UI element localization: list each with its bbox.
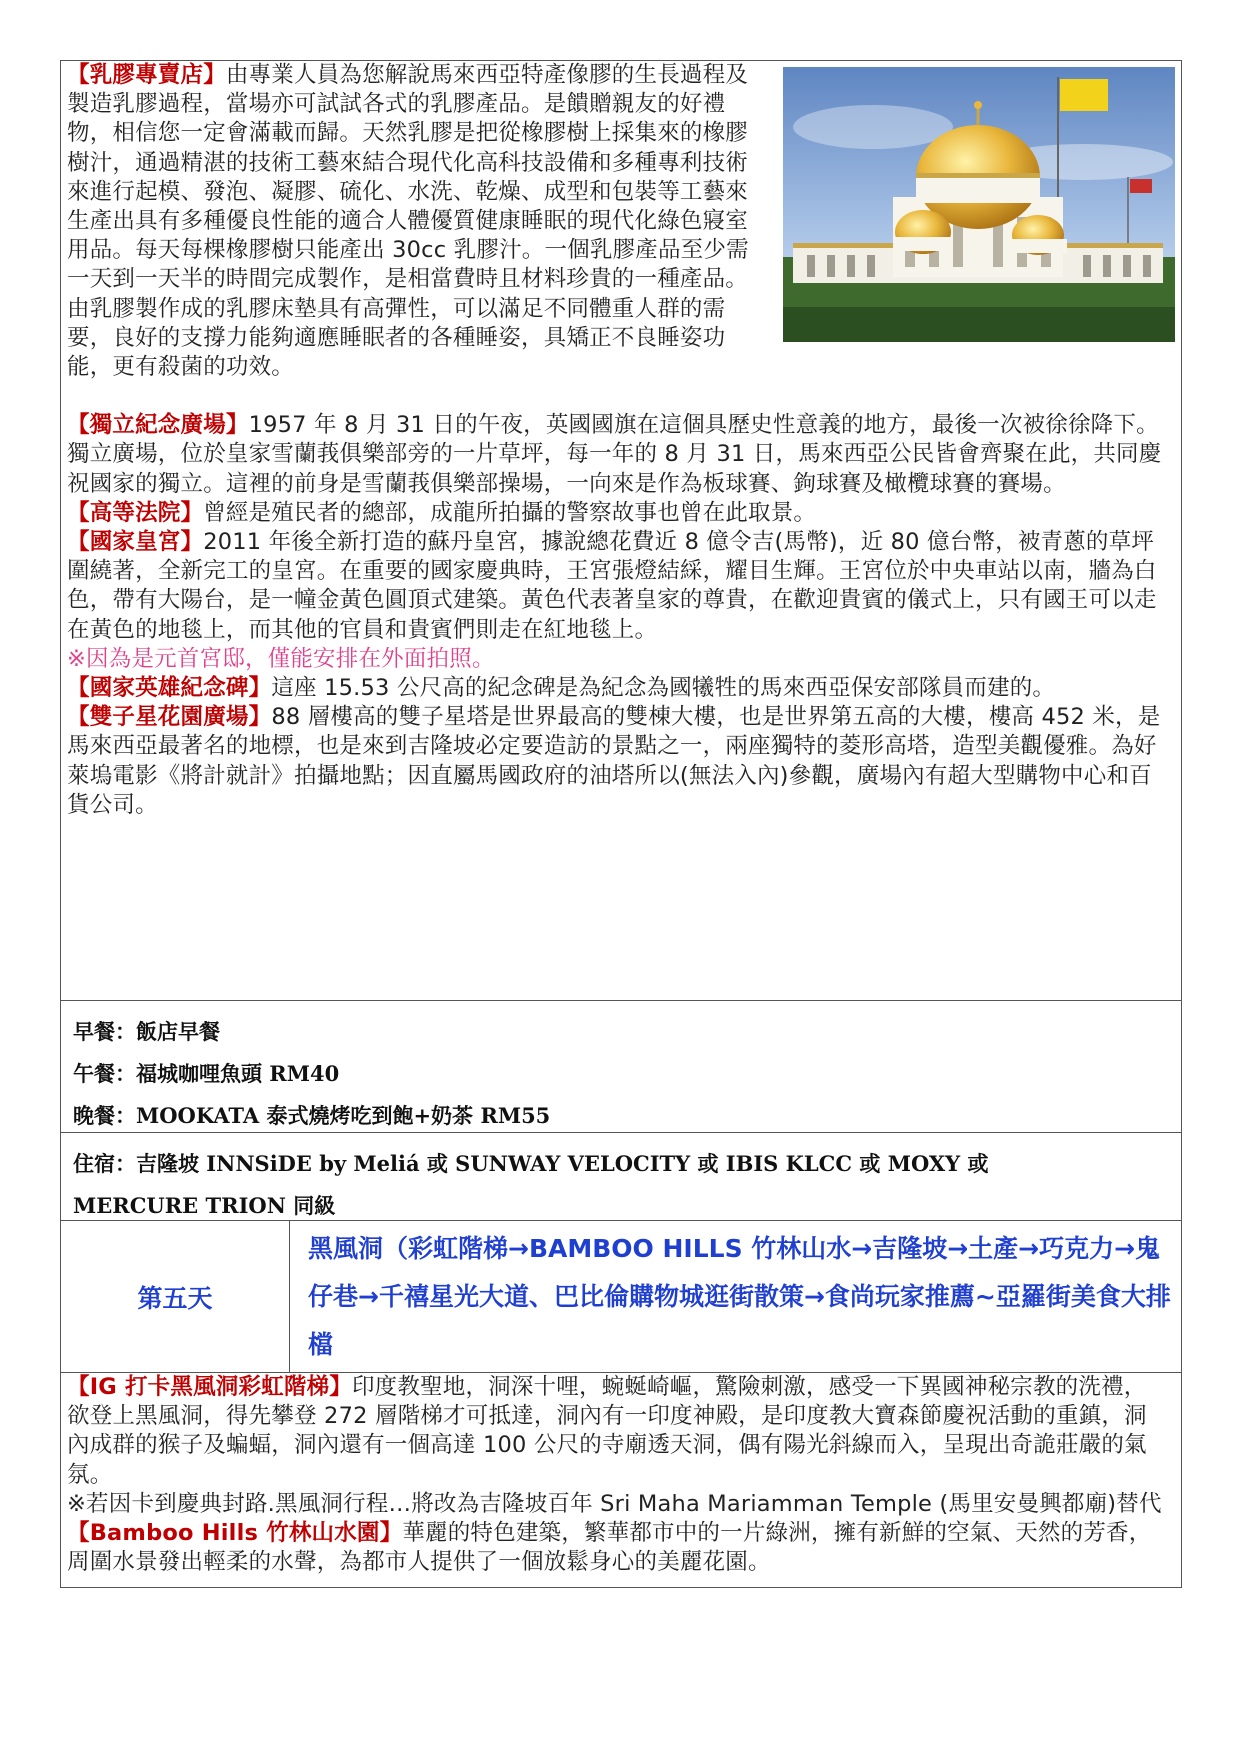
accommodation-section	[60, 1132, 1182, 1220]
meals-section	[60, 1000, 1182, 1132]
accommodation-line-2: MERCURE TRION 同級	[73, 1193, 336, 1218]
palace-note: ※因為是元首宮邸，僅能安排在外面拍照。	[67, 645, 495, 672]
itinerary-page	[60, 60, 1182, 1588]
batu-caves-title: 【IG 打卡黑風洞彩虹階梯】	[67, 1374, 352, 1400]
bamboo-hills-title: 【Bamboo Hills 竹林山水園】	[67, 1520, 403, 1547]
national-palace-photo	[783, 67, 1175, 342]
high-court-text: 曾經是殖民者的總部，成龍所拍攝的警察故事也曾在此取景。	[203, 499, 817, 526]
twin-towers-title: 【雙子星花園廣場】	[67, 704, 272, 731]
twin-towers-text: 88 層樓高的雙子星塔是世界最高的雙棟大樓，也是世界第五高的大樓，樓高 452 米，是馬來西亞最著名的地標，也是來到吉隆坡必定要造訪的景點之一，兩座獨特的菱形高塔，造型美觀優雅。為好萊塢電影《將計就計》拍攝地點；因直屬馬國政府的油塔所以(無法入內)參觀，廣場內有超大型購物中心和百貨公司。	[67, 704, 1161, 818]
attractions-section	[60, 60, 1182, 1000]
breakfast-line: 早餐：飯店早餐	[73, 1019, 220, 1044]
day5-route-title: 黑風洞（彩虹階梯→BAMBOO HILLS 竹林山水→吉隆坡→土產→巧克力→鬼仔巷→千禧星光大道、巴比倫購物城逛街散策→食尚玩家推薦~亞羅街美食大排檔	[308, 1234, 1171, 1359]
latex-shop-text: 由專業人員為您解說馬來西亞特產像膠的生長過程及製造乳膠過程，當場亦可試試各式的乳膠產品。是饋贈親友的好禮物，相信您一定會滿載而歸。天然乳膠是把從橡膠樹上採集來的橡膠樹汁，通過精湛的技術工藝來結合現代化高科技設備和多種專利技術來進行起模、發泡、凝膠、硫化、水洗、乾燥、成型和包裝等工藝來生產出具有多種優良性能的適合人體優質健康睡眠的現代化綠色寢室用品。每天每棵橡膠樹只能產出 30cc 乳膠汁。一個乳膠產品至少需一天到一天半的時間完成製作，是相當費時且材料珍貴的一種產品。由乳膠製作成的乳膠床墊具有高彈性，可以滿足不同體重人群的需要，良好的支撐力能夠適應睡眠者的各種睡姿，具矯正不良睡姿功能，更有殺菌的功效。	[67, 62, 749, 381]
national-monument-text: 這座 15.53 公尺高的紀念碑是為紀念為國犧牲的馬來西亞保安部隊員而建的。	[271, 675, 1056, 702]
day5-label: 第五天	[61, 1221, 290, 1372]
batu-caves-text: 印度教聖地，洞深十哩，蜿蜒崎嶇，驚險刺激，感受一下異國神秘宗教的洗禮，欲登上黑風洞，得先攀登 272 層階梯才可抵達，洞內有一印度神殿，是印度教大寶森節慶祝活動的重鎮，洞內成群的猴子及蝙蝠，洞內還有一個高達 100 公尺的寺廟透天洞，偶有陽光斜線而入，呈現出奇詭莊嚴的氣氛。	[67, 1374, 1147, 1488]
day5-header	[60, 1220, 1182, 1372]
lunch-line: 午餐：福城咖哩魚頭 RM40	[73, 1061, 340, 1086]
bamboo-hills-text: 華麗的特色建築，繁華都市中的一片綠洲，擁有新鮮的空氣、天然的芳香，周圍水景發出輕柔的水聲，為都市人提供了一個放鬆身心的美麗花園。	[67, 1520, 1152, 1576]
independence-square-title: 【獨立紀念廣場】	[67, 412, 249, 439]
day5-attractions-section	[60, 1372, 1182, 1588]
independence-square-text: 1957 年 8 月 31 日的午夜，英國國旗在這個具歷史性意義的地方，最後一次被徐徐降下。獨立廣場，位於皇家雪蘭莪俱樂部旁的一片草坪，每一年的 8 月 31 日，馬來西亞公民皆會齊聚在此，共同慶祝國家的獨立。這裡的前身是雪蘭莪俱樂部操場，一向來是作為板球賽、鉤球賽及橄欖球賽的賽場。	[67, 412, 1162, 497]
dinner-line: 晚餐：MOOKATA 泰式燒烤吃到飽+奶茶 RM55	[73, 1103, 551, 1128]
accommodation-line-1: 住宿：吉隆坡 INNSiDE by Meliá 或 SUNWAY VELOCITY 或 IBIS KLCC 或 MOXY 或	[73, 1151, 989, 1176]
national-palace-text: 2011 年後全新打造的蘇丹皇宮，據說總花費近 8 億令吉(馬幣)，近 80 億台幣，被青蔥的草坪圍繞著，全新完工的皇宮。在重要的國家慶典時，王宮張燈結綵，耀目生輝。王宮位於中央車站以南，牆為白色，帶有大陽台，是一幢金黃色圓頂式建築。黃色代表著皇家的尊貴，在歡迎貴賓的儀式上，只有國王可以走在黃色的地毯上，而其他的官員和貴賓們則走在紅地毯上。	[67, 529, 1157, 643]
high-court-title: 【高等法院】	[67, 499, 204, 526]
latex-shop-title: 【乳膠專賣店】	[67, 62, 226, 88]
national-monument-title: 【國家英雄紀念碑】	[67, 675, 272, 702]
national-palace-title: 【國家皇宮】	[67, 529, 204, 556]
batu-caves-note: ※若因卡到慶典封路.黑風洞行程…將改為吉隆坡百年 Sri Maha Mariamman Temple (馬里安曼興都廟)替代	[67, 1490, 1162, 1517]
